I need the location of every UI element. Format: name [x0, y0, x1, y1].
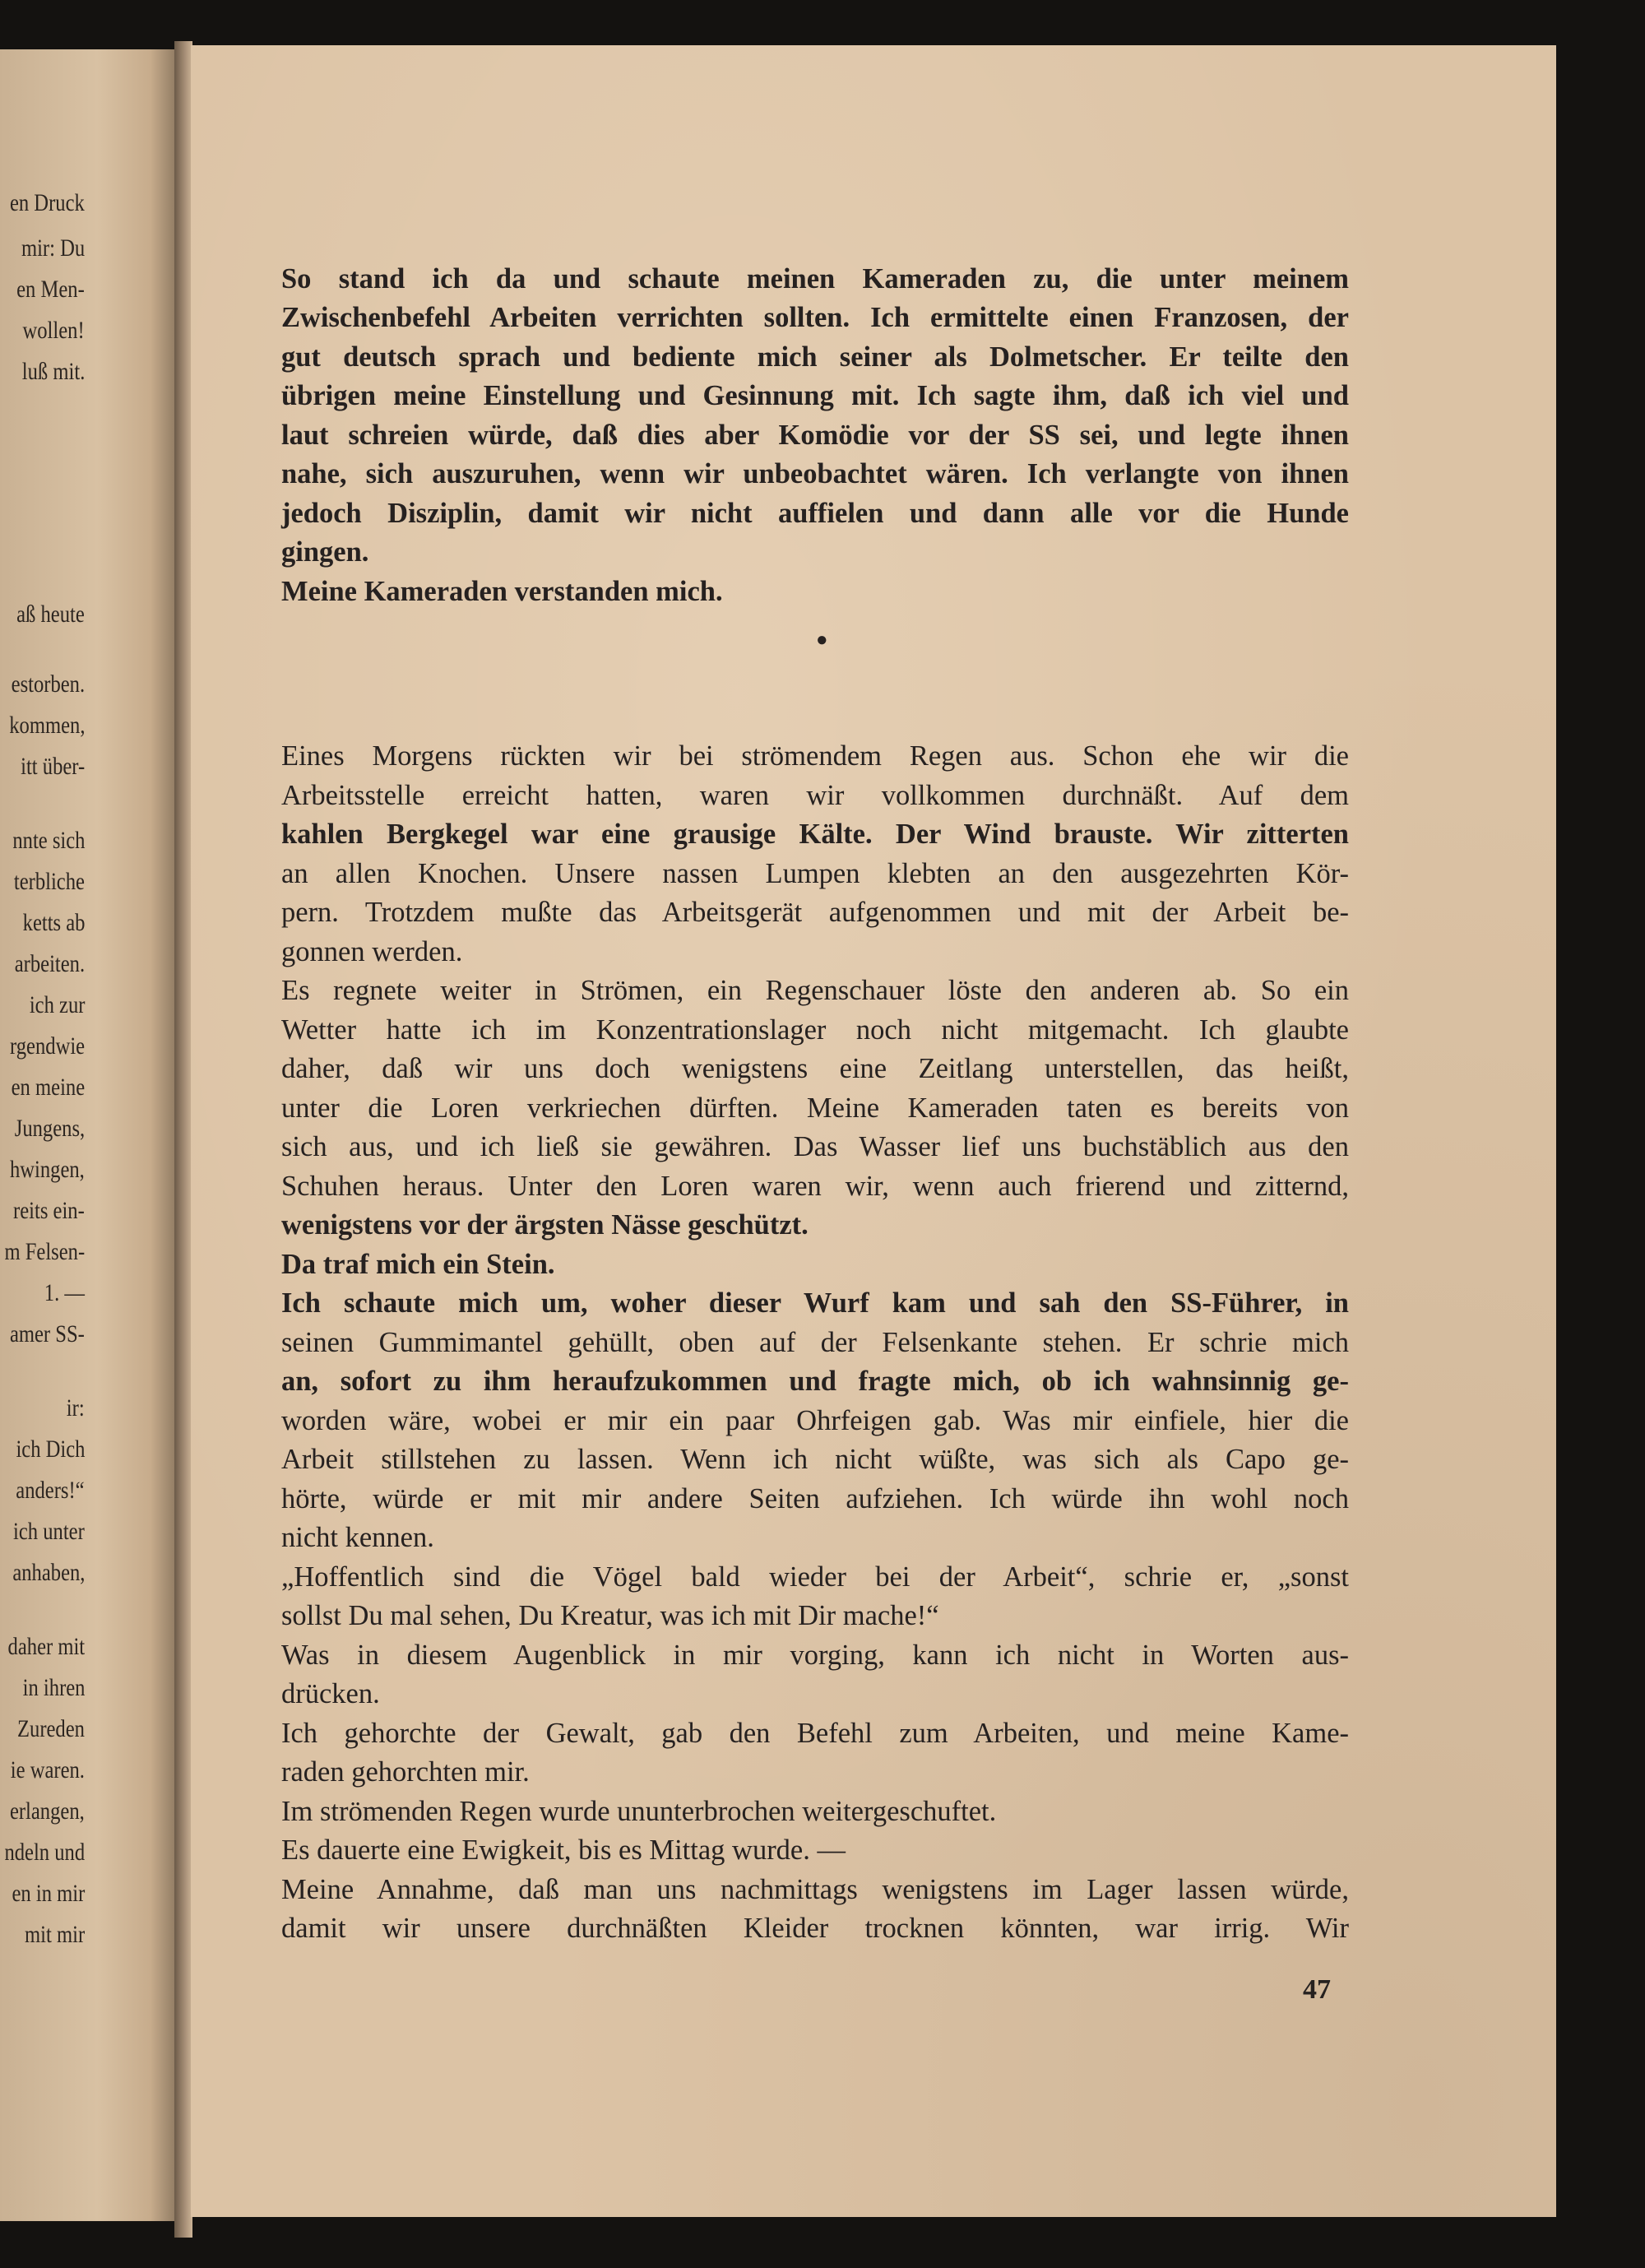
text-line: nicht kennen. — [281, 1522, 434, 1553]
text-line: raden gehorchten mir. — [281, 1756, 530, 1788]
left-page-fragment: daher mit — [7, 1633, 85, 1660]
left-page-fragment: Zureden — [17, 1715, 85, 1742]
left-page-fragment: en Druck — [10, 189, 85, 216]
text-line: Es regnete weiter in Strömen, ein Regenschauer löste den anderen ab. So ein — [281, 975, 1349, 1006]
text-line: gut deutsch sprach und bediente mich seiner als Dolmetscher. Er teilte den — [281, 341, 1349, 373]
text-line: drücken. — [281, 1678, 380, 1709]
text-line: nahe, sich auszuruhen, wenn wir unbeobachtet wären. Ich verlangte von ihnen — [281, 458, 1349, 489]
text-line: laut schreien würde, daß dies aber Komödie vor der SS sei, und legte ihnen — [281, 420, 1349, 451]
left-page-fragment: wollen! — [22, 317, 85, 344]
text-line: Schuhen heraus. Unter den Loren waren wir, wenn auch frierend und zitternd, — [281, 1171, 1349, 1202]
left-page-fragment: ich unter — [13, 1518, 85, 1545]
text-line: seinen Gummimantel gehüllt, oben auf der Felsenkante stehen. Er schrie mich — [281, 1327, 1349, 1358]
book-gutter — [174, 41, 192, 2238]
left-page-fragment: itt über- — [20, 753, 85, 780]
text-line: Eines Morgens rückten wir bei strömendem Regen aus. Schon ehe wir die — [281, 740, 1349, 772]
text-line: kahlen Bergkegel war eine grausige Kälte. Der Wind brauste. Wir zitterten — [281, 819, 1349, 850]
left-page-fragment: kommen, — [8, 712, 85, 739]
left-page-fragment: ndeln und — [4, 1839, 85, 1866]
left-page-fragment: mir: Du — [21, 234, 85, 262]
text-line: wenigstens vor der ärgsten Nässe geschützt. — [281, 1209, 809, 1241]
text-line: unter die Loren verkriechen dürften. Meine Kameraden taten es bereits von — [281, 1092, 1349, 1124]
left-page-fragment: ich zur — [29, 991, 85, 1018]
left-page-fragment: ir: — [67, 1394, 85, 1422]
left-page-fragment: en in mir — [12, 1880, 85, 1907]
text-line: Es dauerte eine Ewigkeit, bis es Mittag wurde. — — [281, 1834, 846, 1866]
left-page-fragment: ich Dich — [15, 1435, 85, 1463]
text-line: Wetter hatte ich im Konzentrationslager noch nicht mitgemacht. Ich glaubte — [281, 1014, 1349, 1046]
left-page-fragment: rgendwie — [9, 1032, 85, 1060]
left-page-fragment: hwingen, — [10, 1156, 85, 1183]
left-page-fragment: nnte sich — [12, 827, 85, 854]
text-line: Ich gehorchte der Gewalt, gab den Befehl zum Arbeiten, und meine Kame- — [281, 1718, 1349, 1749]
text-line: Im strömenden Regen wurde ununterbrochen weitergeschuftet. — [281, 1796, 997, 1827]
text-line: „Hoffentlich sind die Vögel bald wieder bei der Arbeit“, schrie er, „sonst — [281, 1561, 1349, 1593]
text-line: Was in diesem Augenblick in mir vorging, kann ich nicht in Worten aus- — [281, 1640, 1349, 1671]
book-page — [191, 45, 1556, 2217]
left-page-fragment: 1. — — [44, 1279, 85, 1306]
text-line: pern. Trotzdem mußte das Arbeitsgerät aufgenommen und mit der Arbeit be- — [281, 897, 1349, 928]
text-line: übrigen meine Einstellung und Gesinnung mit. Ich sagte ihm, daß ich viel und — [281, 380, 1349, 411]
left-page-fragment: aß heute — [16, 601, 85, 628]
left-page-fragment: anhaben, — [12, 1559, 85, 1586]
text-line: gingen. — [281, 536, 369, 568]
left-page-fragment: erlangen, — [10, 1797, 85, 1825]
text-line: an allen Knochen. Unsere nassen Lumpen klebten an den ausgezehrten Kör- — [281, 858, 1349, 889]
left-page-fragment: en meine — [11, 1074, 85, 1101]
text-line: So stand ich da und schaute meinen Kameraden zu, die unter meinem — [281, 263, 1349, 295]
left-page-fragment: en Men- — [16, 276, 85, 303]
text-line: hörte, würde er mit mir andere Seiten aufziehen. Ich würde ihn wohl noch — [281, 1483, 1349, 1514]
left-page-fragment: ketts ab — [22, 909, 85, 936]
text-line: Da traf mich ein Stein. — [281, 1249, 555, 1280]
left-page-fragment: estorben. — [11, 670, 85, 698]
text-line: sollst Du mal sehen, Du Kreatur, was ich mit Dir mache!“ — [281, 1600, 939, 1631]
page-number: 47 — [1303, 1974, 1331, 2005]
text-line: worden wäre, wobei er mir ein paar Ohrfeigen gab. Was mir einfiele, hier die — [281, 1405, 1349, 1436]
left-page-fragment: Jungens, — [14, 1115, 85, 1142]
left-page-fragment: in ihren — [22, 1674, 85, 1701]
text-line: Arbeit stillstehen zu lassen. Wenn ich nicht wüßte, was sich als Capo ge- — [281, 1444, 1349, 1475]
text-line: gonnen werden. — [281, 936, 463, 967]
left-page-fragment: mit mir — [24, 1921, 85, 1948]
text-line: Meine Kameraden verstanden mich. — [281, 576, 723, 607]
left-page-fragment: ie waren. — [10, 1756, 85, 1783]
text-line: daher, daß wir uns doch wenigstens eine Zeitlang unterstellen, das heißt, — [281, 1053, 1349, 1084]
left-page-fragment: luß mit. — [21, 358, 85, 385]
text-line: sich aus, und ich ließ sie gewähren. Das Wasser lief uns buchstäblich aus den — [281, 1131, 1349, 1162]
left-page-fragment: anders!“ — [16, 1477, 85, 1504]
text-line: an, sofort zu ihm heraufzukommen und fragte mich, ob ich wahnsinnig ge- — [281, 1366, 1349, 1397]
left-page-fragment: terbliche — [13, 868, 85, 895]
text-line: Meine Annahme, daß man uns nachmittags wenigstens im Lager lassen würde, — [281, 1874, 1349, 1905]
left-page-fragment: m Felsen- — [4, 1238, 85, 1265]
text-line: jedoch Disziplin, damit wir nicht auffielen und dann alle vor die Hunde — [281, 498, 1349, 529]
text-line: damit wir unsere durchnäßten Kleider trocknen könnten, war irrig. Wir — [281, 1913, 1349, 1944]
text-line: Arbeitsstelle erreicht hatten, waren wir vollkommen durchnäßt. Auf dem — [281, 780, 1349, 811]
left-page-fragment: reits ein- — [13, 1197, 85, 1224]
left-page-fragment: arbeiten. — [14, 950, 85, 977]
left-page-fragment: amer SS- — [10, 1320, 85, 1347]
text-line: Zwischenbefehl Arbeiten verrichten sollten. Ich ermittelte einen Franzosen, der — [281, 302, 1349, 333]
left-page-edge — [0, 49, 177, 2221]
section-separator: ● — [816, 629, 828, 651]
text-line: Ich schaute mich um, woher dieser Wurf kam und sah den SS-Führer, in — [281, 1287, 1349, 1319]
